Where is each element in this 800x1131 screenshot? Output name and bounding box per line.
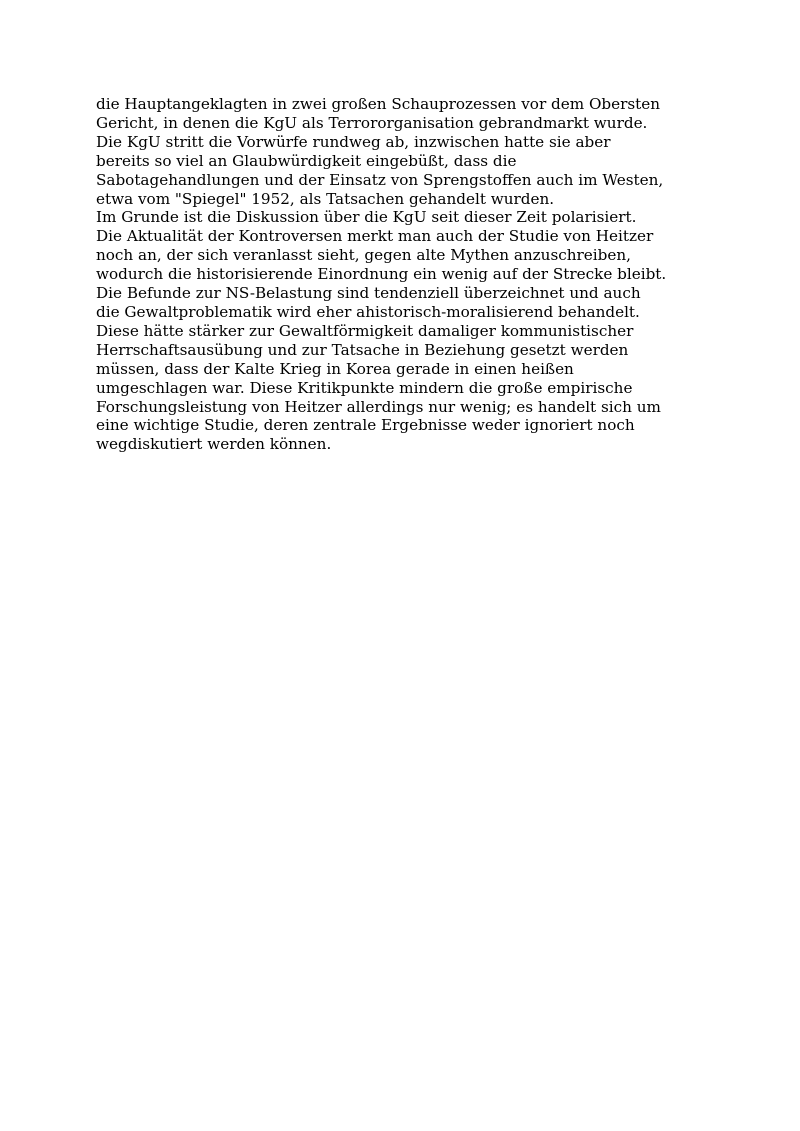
text-line: etwa vom "Spiegel" 1952, als Tatsachen gehandelt wurden. (96, 189, 555, 208)
text-line: Im Grunde ist die Diskussion über die KgU seit dieser Zeit polarisiert. (96, 208, 637, 227)
text-line: Diese hätte stärker zur Gewaltförmigkeit damaliger kommunistischer (96, 321, 634, 340)
text-line: die Gewaltproblematik wird eher ahistorisch-moralisierend behandelt. (96, 302, 640, 321)
text-line: Sabotagehandlungen und der Einsatz von Sprengstoffen auch im Westen, (96, 170, 664, 189)
text-line: Die KgU stritt die Vorwürfe rundweg ab, inzwischen hatte sie aber (96, 132, 611, 151)
text-line: noch an, der sich veranlasst sieht, gegen alte Mythen anzuschreiben, (96, 246, 631, 265)
text-line: bereits so viel an Glaubwürdigkeit eingebüßt, dass die (96, 151, 517, 170)
text-line: müssen, dass der Kalte Krieg in Korea gerade in einen heißen (96, 359, 574, 378)
text-line: die Hauptangeklagten in zwei großen Schauprozessen vor dem Obersten (96, 95, 661, 113)
text-line: wegdiskutiert werden können. (96, 435, 332, 454)
text-line: Gericht, in denen die KgU als Terrororganisation gebrandmarkt wurde. (96, 113, 648, 132)
text-line: Die Aktualität der Kontroversen merkt man auch der Studie von Heitzer (96, 227, 654, 246)
text-line: Forschungsleistung von Heitzer allerdings nur wenig; es handelt sich um (96, 397, 661, 416)
text-line: Die Befunde zur NS-Belastung sind tendenziell überzeichnet und auch (96, 284, 641, 303)
text-line: wodurch die historisierende Einordnung ein wenig auf der Strecke bleibt. (96, 265, 667, 284)
body-text (96, 95, 716, 454)
text-line: eine wichtige Studie, deren zentrale Ergebnisse weder ignoriert noch (96, 416, 635, 435)
text-line: umgeschlagen war. Diese Kritikpunkte mindern die große empirische (96, 378, 633, 397)
text-line: Herrschaftsausübung und zur Tatsache in Beziehung gesetzt werden (96, 340, 629, 359)
